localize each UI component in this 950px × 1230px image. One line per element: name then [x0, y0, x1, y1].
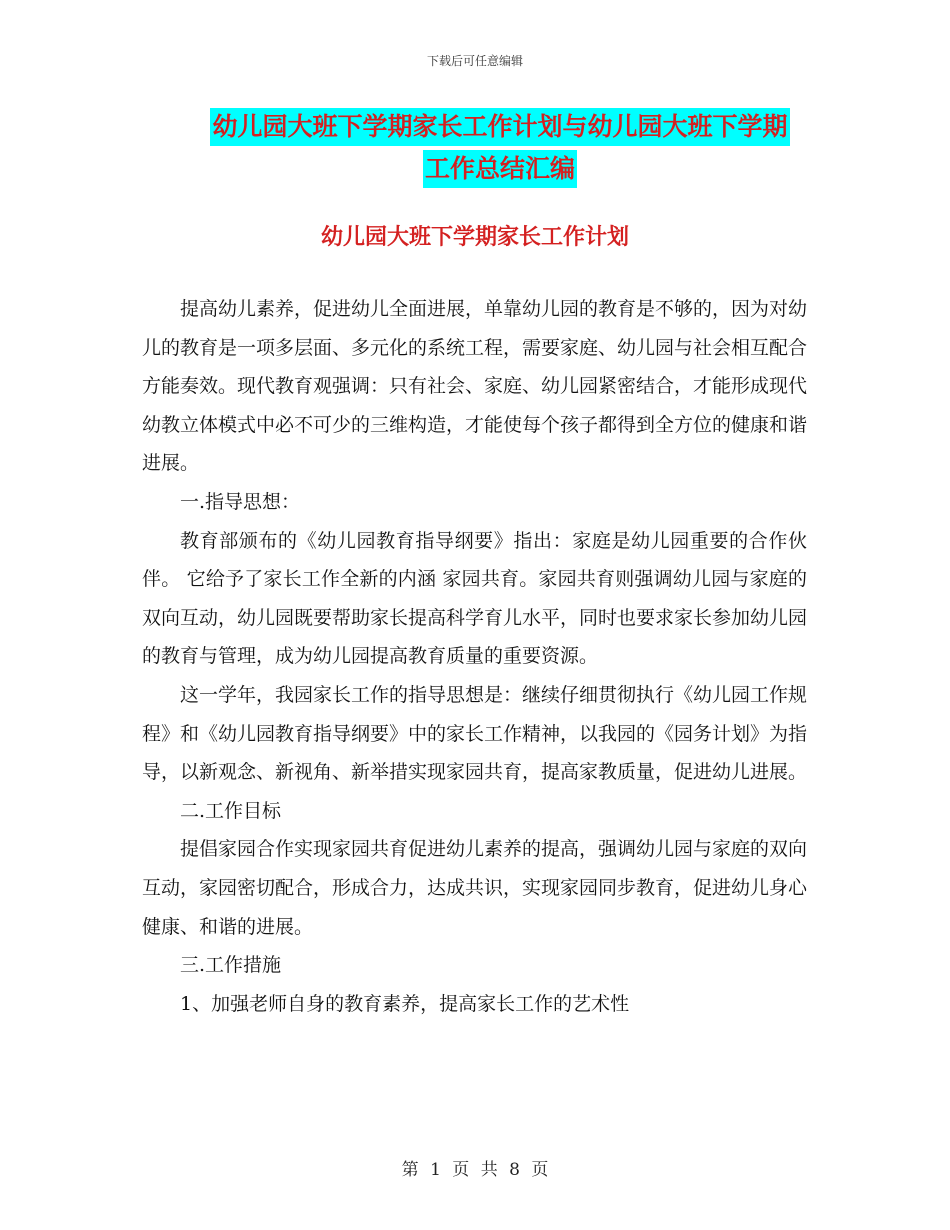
- section-subtitle: 幼儿园大班下学期家长工作计划: [320, 225, 629, 250]
- paragraph: 教育部颁布的《幼儿园教育指导纲要》指出：家庭是幼儿园重要的合作伙伴。 它给予了家长工作全新的内涵 家园共育。家园共育则强调幼儿园与家庭的双向互动，幼儿园既要帮助家长提高科学育儿水平，同时也要求家长参加幼儿园的教育与管理，成为幼儿园提高教育质量的重要资源。: [142, 529, 808, 668]
- document-body: [142, 290, 807, 1023]
- page-header: 下载后可任意编辑: [426, 54, 523, 68]
- section-heading: 一.指导思想：: [180, 490, 301, 513]
- paragraph: 提高幼儿素养，促进幼儿全面进展，单靠幼儿园的教育是不够的，因为对幼儿的教育是一项多层面、多元化的系统工程，需要家庭、幼儿园与社会相互配合方能奏效。现代教育观强调：只有社会、家庭、幼儿园紧密结合，才能形成现代幼教立体模式中必不可少的三维构造，才能使每个孩子都得到全方位的健康和谐进展。: [142, 298, 808, 475]
- paragraph: 1、加强老师自身的教育素养，提高家长工作的艺术性: [180, 992, 630, 1015]
- paragraph: 这一学年，我园家长工作的指导思想是：继续仔细贯彻执行《幼儿园工作规程》和《幼儿园教育指导纲要》中的家长工作精神，以我园的《园务计划》为指导，以新观念、新视角、新举措实现家园共育，提高家教质量，促进幼儿进展。: [142, 683, 808, 784]
- section-heading: 二.工作目标: [180, 799, 282, 822]
- title-line-1: 幼儿园大班下学期家长工作计划与幼儿园大班下学期: [210, 108, 789, 146]
- title-line-2: 工作总结汇编: [423, 150, 577, 188]
- page-footer: 第 1 页 共 8 页: [401, 1160, 549, 1180]
- document-title: [190, 108, 810, 192]
- section-heading: 三.工作措施: [180, 954, 282, 977]
- paragraph: 提倡家园合作实现家园共育促进幼儿素养的提高，强调幼儿园与家庭的双向互动，家园密切配合，形成合力，达成共识，实现家园同步教育，促进幼儿身心健康、和谐的进展。: [142, 838, 808, 938]
